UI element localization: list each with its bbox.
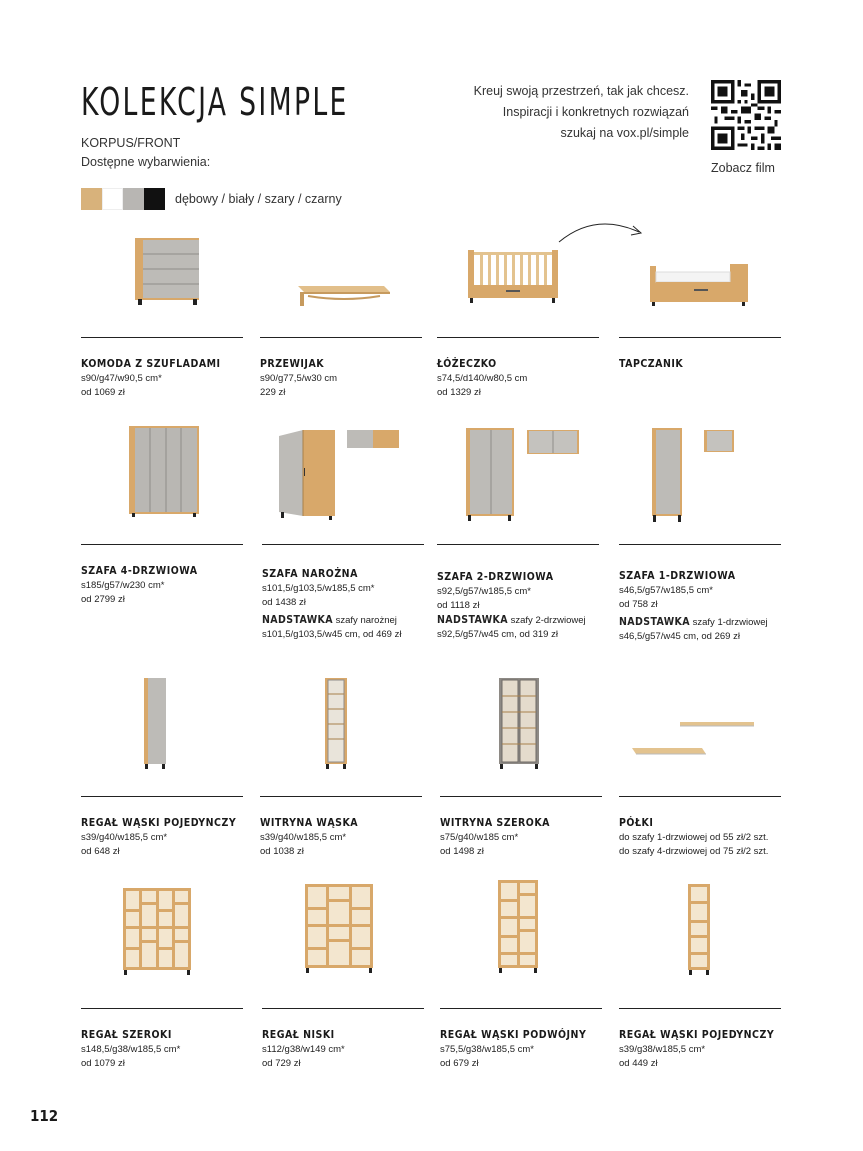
divider bbox=[437, 544, 599, 545]
extension-line bbox=[437, 614, 599, 626]
product-name: KOMODA Z SZUFLADAMI bbox=[81, 358, 221, 370]
product-price: od 2799 zł bbox=[81, 594, 125, 605]
colors-label: Dostępne wybarwienia: bbox=[81, 155, 211, 169]
wardrobe-4-door-image bbox=[127, 424, 201, 518]
dresser-image bbox=[133, 236, 201, 306]
qr-code-icon[interactable] bbox=[711, 80, 781, 150]
product-price: od 1118 zł bbox=[437, 600, 480, 611]
product-dimensions: s185/g57/w230 cm* bbox=[81, 580, 165, 591]
product-name: REGAŁ NISKI bbox=[262, 1029, 335, 1041]
product-changing-table[interactable] bbox=[260, 337, 422, 398]
product-price: 229 zł bbox=[260, 387, 286, 398]
product-price: od 679 zł bbox=[440, 1058, 479, 1069]
product-name: REGAŁ WĄSKI PODWÓJNY bbox=[440, 1029, 587, 1041]
product-narrow-display-cabinet[interactable] bbox=[260, 796, 422, 857]
promo-line-3[interactable]: szukaj na vox.pl/simple bbox=[560, 126, 689, 140]
product-name: REGAŁ WĄSKI POJEDYNCZY bbox=[81, 817, 237, 829]
divider bbox=[81, 337, 243, 338]
extension-text: szafy 2-drzwiowej bbox=[508, 615, 586, 626]
wide-bookcase-image bbox=[121, 886, 193, 976]
wardrobe-2-door-top-image bbox=[525, 428, 581, 456]
product-wardrobe-1-door[interactable] bbox=[619, 544, 781, 642]
page-number: 112 bbox=[30, 1107, 59, 1125]
product-name: SZAFA NAROŻNA bbox=[262, 568, 358, 580]
extension-label: NADSTAWKA bbox=[262, 614, 333, 626]
promo-line-2: Inspiracji i konkretnych rozwiązań bbox=[502, 105, 689, 119]
wardrobe-1-door-image bbox=[650, 426, 684, 524]
extension-label: NADSTAWKA bbox=[437, 614, 508, 626]
product-price: od 1498 zł bbox=[440, 846, 484, 857]
product-narrow-single-bookcase[interactable] bbox=[619, 1008, 781, 1069]
junior-bed-image bbox=[648, 262, 752, 306]
shelves-image bbox=[628, 718, 758, 760]
swatch-label: dębowy / biały / szary / czarny bbox=[175, 192, 342, 206]
product-wardrobe-2-door[interactable] bbox=[437, 544, 599, 640]
narrow-single-bookcase-image bbox=[686, 882, 712, 976]
product-corner-wardrobe[interactable] bbox=[262, 544, 424, 640]
product-price: od 1329 zł bbox=[437, 387, 481, 398]
corner-wardrobe-image bbox=[277, 428, 339, 520]
product-dimensions: s101,5/g103,5/w185,5 cm* bbox=[262, 583, 375, 594]
product-shelves[interactable] bbox=[619, 796, 781, 857]
extension-label: NADSTAWKA bbox=[619, 616, 690, 628]
product-name: ŁÓŻECZKO bbox=[437, 358, 497, 370]
product-dimensions: s148,5/g38/w185,5 cm* bbox=[81, 1044, 181, 1055]
qr-caption: Zobacz film bbox=[711, 161, 775, 175]
changing-table-image bbox=[294, 276, 392, 308]
product-wide-bookcase[interactable] bbox=[81, 1008, 243, 1069]
product-dimensions: s75,5/g38/w185,5 cm* bbox=[440, 1044, 535, 1055]
divider bbox=[619, 1008, 781, 1009]
narrow-display-cabinet-image bbox=[323, 676, 349, 770]
extension-dimensions: s101,5/g103,5/w45 cm, od 469 zł bbox=[262, 629, 402, 640]
product-crib[interactable] bbox=[437, 337, 599, 398]
extension-dimensions: s46,5/g57/w45 cm, od 269 zł bbox=[619, 631, 740, 642]
product-name: WITRYNA SZEROKA bbox=[440, 817, 550, 829]
product-dimensions: s39/g40/w185,5 cm* bbox=[260, 832, 347, 843]
product-dimensions: s90/g77,5/w30 cm bbox=[260, 373, 338, 384]
product-dimensions: s39/g38/w185,5 cm* bbox=[619, 1044, 706, 1055]
product-name: SZAFA 1-DRZWIOWA bbox=[619, 570, 736, 582]
extension-dimensions: s92,5/g57/w45 cm, od 319 zł bbox=[437, 629, 558, 640]
wardrobe-2-door-image bbox=[464, 426, 516, 522]
product-name: REGAŁ SZEROKI bbox=[81, 1029, 172, 1041]
extension-line bbox=[619, 616, 781, 628]
low-bookcase-image bbox=[303, 882, 375, 974]
product-price: od 449 zł bbox=[619, 1058, 658, 1069]
product-wardrobe-4-door[interactable] bbox=[81, 544, 243, 605]
product-price: od 758 zł bbox=[619, 599, 658, 610]
product-name: REGAŁ WĄSKI POJEDYNCZY bbox=[619, 1029, 775, 1041]
subtitle: KORPUS/FRONT bbox=[81, 136, 181, 150]
divider bbox=[81, 1008, 243, 1009]
swatch-grey bbox=[123, 188, 144, 210]
product-dimensions: s75/g40/w185 cm* bbox=[440, 832, 519, 843]
product-dresser[interactable] bbox=[81, 337, 243, 398]
wide-display-cabinet-image bbox=[497, 676, 541, 770]
divider bbox=[262, 1008, 424, 1009]
extension-text: szafy 1-drzwiowej bbox=[690, 617, 768, 628]
divider bbox=[619, 544, 781, 545]
product-price: od 1438 zł bbox=[262, 597, 306, 608]
divider bbox=[619, 796, 781, 797]
product-dimensions: s92,5/g57/w185,5 cm* bbox=[437, 586, 532, 597]
product-price: od 1069 zł bbox=[81, 387, 125, 398]
color-swatches bbox=[81, 188, 165, 210]
divider bbox=[81, 544, 243, 545]
divider bbox=[262, 544, 424, 545]
promo-line-1: Kreuj swoją przestrzeń, tak jak chcesz. bbox=[473, 84, 689, 98]
divider bbox=[437, 337, 599, 338]
product-price: od 1079 zł bbox=[81, 1058, 125, 1069]
wardrobe-1-door-top-image bbox=[702, 428, 736, 454]
promo-text bbox=[474, 81, 689, 144]
product-narrow-shelf-single[interactable] bbox=[81, 796, 243, 857]
product-name: SZAFA 4-DRZWIOWA bbox=[81, 565, 198, 577]
page-title: KOLEKCJA SIMPLE bbox=[81, 80, 349, 124]
product-price: od 648 zł bbox=[81, 846, 120, 857]
product-dimensions: s39/g40/w185,5 cm* bbox=[81, 832, 168, 843]
divider bbox=[260, 796, 422, 797]
divider bbox=[81, 796, 243, 797]
product-name: SZAFA 2-DRZWIOWA bbox=[437, 571, 554, 583]
product-name: PRZEWIJAK bbox=[260, 358, 325, 370]
product-junior-bed[interactable] bbox=[619, 337, 781, 370]
narrow-double-bookcase-image bbox=[496, 878, 540, 974]
curved-arrow-icon bbox=[555, 218, 650, 248]
product-dimensions: s74,5/d140/w80,5 cm bbox=[437, 373, 528, 384]
divider bbox=[260, 337, 422, 338]
narrow-shelf-single-image bbox=[142, 676, 168, 770]
extension-text: szafy narożnej bbox=[333, 615, 397, 626]
extension-line bbox=[262, 614, 424, 626]
product-wide-display-cabinet[interactable] bbox=[440, 796, 602, 857]
divider bbox=[619, 337, 781, 338]
product-dimensions: s112/g38/w149 cm* bbox=[262, 1044, 345, 1055]
product-price: od 729 zł bbox=[262, 1058, 301, 1069]
product-low-bookcase[interactable] bbox=[262, 1008, 424, 1069]
divider bbox=[440, 796, 602, 797]
product-dimensions: s90/g47/w90,5 cm* bbox=[81, 373, 162, 384]
product-name: TAPCZANIK bbox=[619, 358, 684, 370]
product-dimensions: do szafy 1-drzwiowej od 55 zł/2 szt. bbox=[619, 832, 769, 843]
swatch-white bbox=[102, 188, 123, 210]
product-price: od 1038 zł bbox=[260, 846, 304, 857]
product-name: WITRYNA WĄSKA bbox=[260, 817, 359, 829]
crib-image bbox=[466, 248, 560, 304]
swatch-black bbox=[144, 188, 165, 210]
corner-wardrobe-top-image bbox=[345, 428, 401, 450]
product-narrow-double-bookcase[interactable] bbox=[440, 1008, 602, 1069]
product-dimensions: s46,5/g57/w185,5 cm* bbox=[619, 585, 714, 596]
swatch-oak bbox=[81, 188, 102, 210]
product-price: do szafy 4-drzwiowej od 75 zł/2 szt. bbox=[619, 846, 769, 857]
product-name: PÓŁKI bbox=[619, 817, 654, 829]
divider bbox=[440, 1008, 602, 1009]
